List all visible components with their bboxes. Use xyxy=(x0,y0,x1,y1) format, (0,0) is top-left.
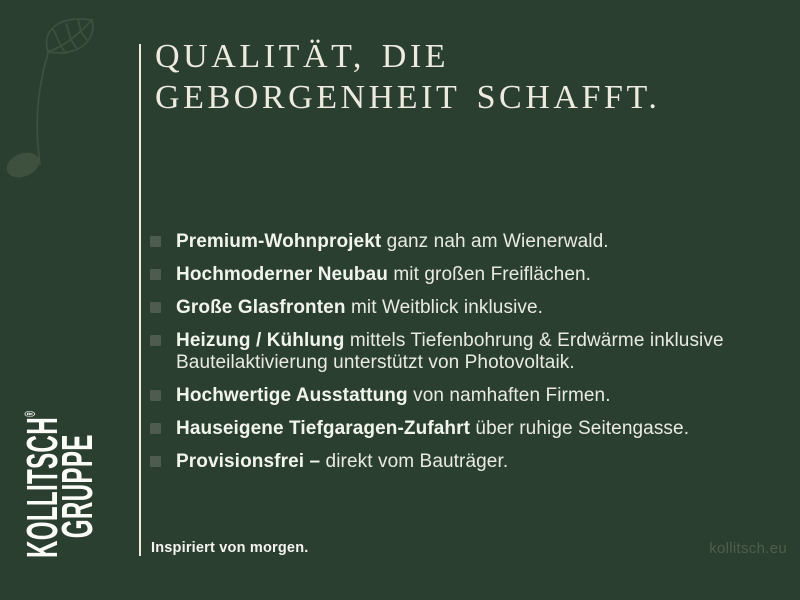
bullet-square-icon xyxy=(150,269,161,280)
bullet-square-icon xyxy=(150,423,161,434)
list-item xyxy=(150,451,746,473)
list-item xyxy=(150,385,746,407)
list-item xyxy=(150,330,746,374)
feature-highlight: Heizung / Kühlung xyxy=(176,330,345,351)
brand-wordmark xyxy=(13,410,102,558)
leaf-note-icon xyxy=(6,8,106,190)
accent-rule xyxy=(139,44,141,556)
bullet-square-icon xyxy=(150,236,161,247)
feature-text: mittels Tiefenbohrung & Erdwärme inklusive Bauteilaktivierung unterstützt von Photovoltaik. xyxy=(176,330,724,373)
list-item xyxy=(150,418,746,440)
brand-name-line2: GRUPPE xyxy=(53,434,102,539)
feature-text: direkt vom Bauträger. xyxy=(320,451,509,472)
feature-text: über ruhige Seitengasse. xyxy=(470,418,690,439)
brand-name-line1: KOLLITSCH® xyxy=(18,410,67,558)
list-item xyxy=(150,231,746,253)
feature-highlight: Hauseigene Tiefgaragen-Zufahrt xyxy=(176,418,471,439)
feature-text: von namhaften Firmen. xyxy=(407,385,611,406)
website-url: kollitsch.eu xyxy=(709,540,787,557)
feature-text: ganz nah am Wienerwald. xyxy=(381,231,609,252)
registered-mark-icon: ® xyxy=(22,410,39,418)
list-item xyxy=(150,264,746,286)
feature-highlight: Premium-Wohnprojekt xyxy=(176,231,382,252)
feature-highlight: Hochmoderner Neubau xyxy=(176,264,388,285)
page-title xyxy=(155,36,660,118)
feature-text: mit Weitblick inklusive. xyxy=(345,297,544,318)
bullet-square-icon xyxy=(150,390,161,401)
bullet-square-icon xyxy=(150,335,161,346)
list-item xyxy=(150,297,746,319)
feature-text: mit großen Freiflächen. xyxy=(388,264,592,285)
feature-highlight: Hochwertige Ausstattung xyxy=(176,385,408,406)
bullet-square-icon xyxy=(150,456,161,467)
brand-tagline: Inspiriert von morgen. xyxy=(151,540,309,556)
headline-line1: QUALITÄT, DIE xyxy=(155,38,450,75)
feature-highlight: Provisionsfrei – xyxy=(176,451,321,472)
feature-highlight: Große Glasfronten xyxy=(176,297,346,318)
headline-line2: GEBORGENHEIT SCHAFFT. xyxy=(155,79,661,116)
feature-list xyxy=(150,231,746,484)
bullet-square-icon xyxy=(150,302,161,313)
